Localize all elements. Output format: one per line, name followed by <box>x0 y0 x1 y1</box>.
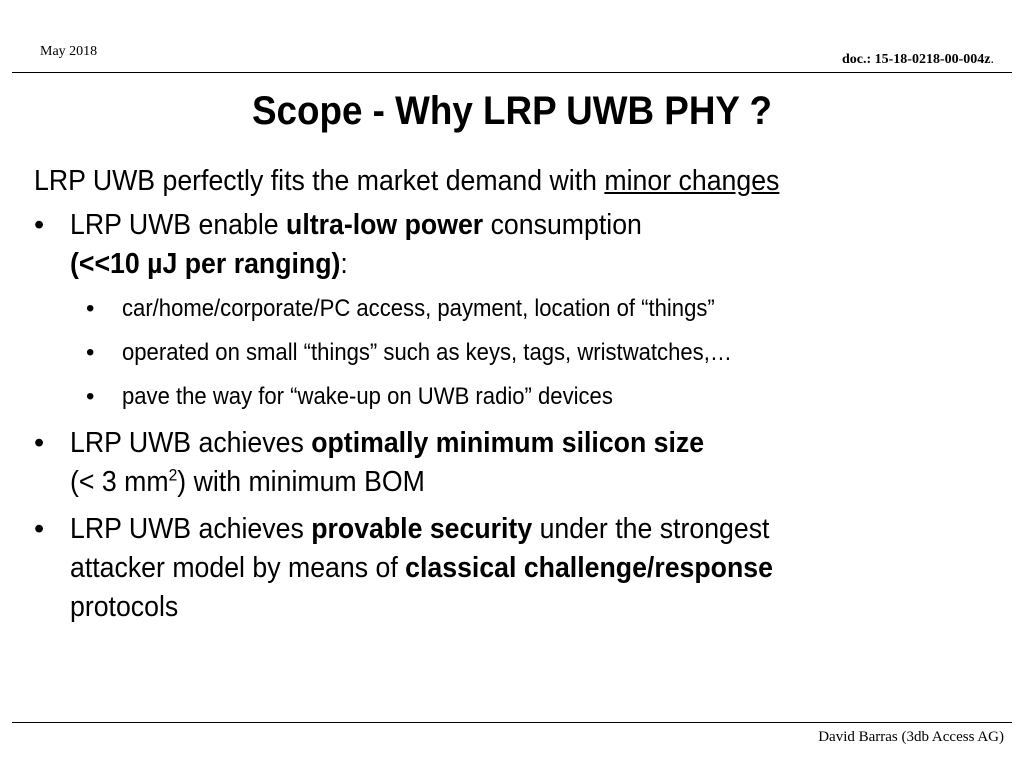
intro-underlined: minor changes <box>604 165 780 197</box>
bullet-line-1 <box>70 510 999 549</box>
bullet-text <box>70 206 999 284</box>
bullet-text-plain: LRP UWB achieves <box>70 427 312 459</box>
bullet-text-bold: (<<10 µJ per ranging) <box>70 248 341 280</box>
slide-title: Scope - Why LRP UWB PHY ? <box>251 89 773 133</box>
intro-text: LRP UWB perfectly fits the market demand with <box>34 165 605 197</box>
sub-bullet-text: operated on small “things” such as keys, tags, wristwatches,… <box>122 339 732 366</box>
bullet-line-2 <box>70 463 999 502</box>
bullet-marker: • <box>34 513 45 545</box>
sub-bullet-marker: • <box>86 383 95 410</box>
document-id-text: doc.: 15-18-0218-00-004z <box>841 52 991 67</box>
bullet-text-plain: consumption <box>483 209 642 241</box>
bullet-text-bold: classical challenge/response <box>405 552 773 584</box>
sub-bullet-marker: • <box>86 295 95 322</box>
sub-bullet-text: car/home/corporate/PC access, payment, location of “things” <box>122 295 715 322</box>
sub-bullet-access-payment <box>34 292 999 326</box>
bullet-text-bold: provable security <box>311 513 533 545</box>
intro-line <box>34 160 922 202</box>
bullet-text-bold: ultra-low power <box>286 209 484 241</box>
bullet-text-plain: under the strongest <box>532 513 770 545</box>
document-id <box>842 52 994 68</box>
bullet-silicon-size <box>34 424 999 502</box>
sub-bullet-small-things <box>34 336 999 370</box>
bullet-line-1 <box>70 206 999 245</box>
bullet-marker: • <box>34 209 45 241</box>
bullet-ultra-low-power <box>34 206 999 284</box>
bullet-text-plain: LRP UWB achieves <box>70 513 312 545</box>
bullet-text-bold: optimally minimum silicon size <box>311 427 705 459</box>
superscript: 2 <box>168 465 178 485</box>
bullet-text-plain: LRP UWB enable <box>70 209 287 241</box>
slide-body <box>34 160 999 635</box>
bullet-provable-security <box>34 510 999 627</box>
bullet-text-plain: attacker model by means of <box>70 552 406 584</box>
footer-divider <box>12 722 1012 723</box>
sub-bullet-text: pave the way for “wake-up on UWB radio” devices <box>122 383 613 410</box>
bullet-marker: • <box>34 427 45 459</box>
bullet-line-2 <box>70 245 999 284</box>
header-divider <box>12 72 1012 73</box>
bullet-line-1 <box>70 424 999 463</box>
bullet-text-plain: ) with minimum BOM <box>177 466 425 498</box>
bullet-text <box>70 510 999 627</box>
bullet-text <box>70 424 999 502</box>
sub-bullet-wake-up <box>34 380 999 414</box>
header-date: May 2018 <box>40 44 98 59</box>
bullet-line-2 <box>70 549 999 588</box>
sub-bullet-marker: • <box>86 339 95 366</box>
footer-author: David Barras (3db Access AG) <box>818 729 1004 745</box>
document-id-suffix: . <box>990 52 994 67</box>
bullet-text-plain: (< 3 mm <box>70 466 169 498</box>
bullet-text-plain: : <box>340 248 348 280</box>
bullet-line-3: protocols <box>70 591 179 623</box>
